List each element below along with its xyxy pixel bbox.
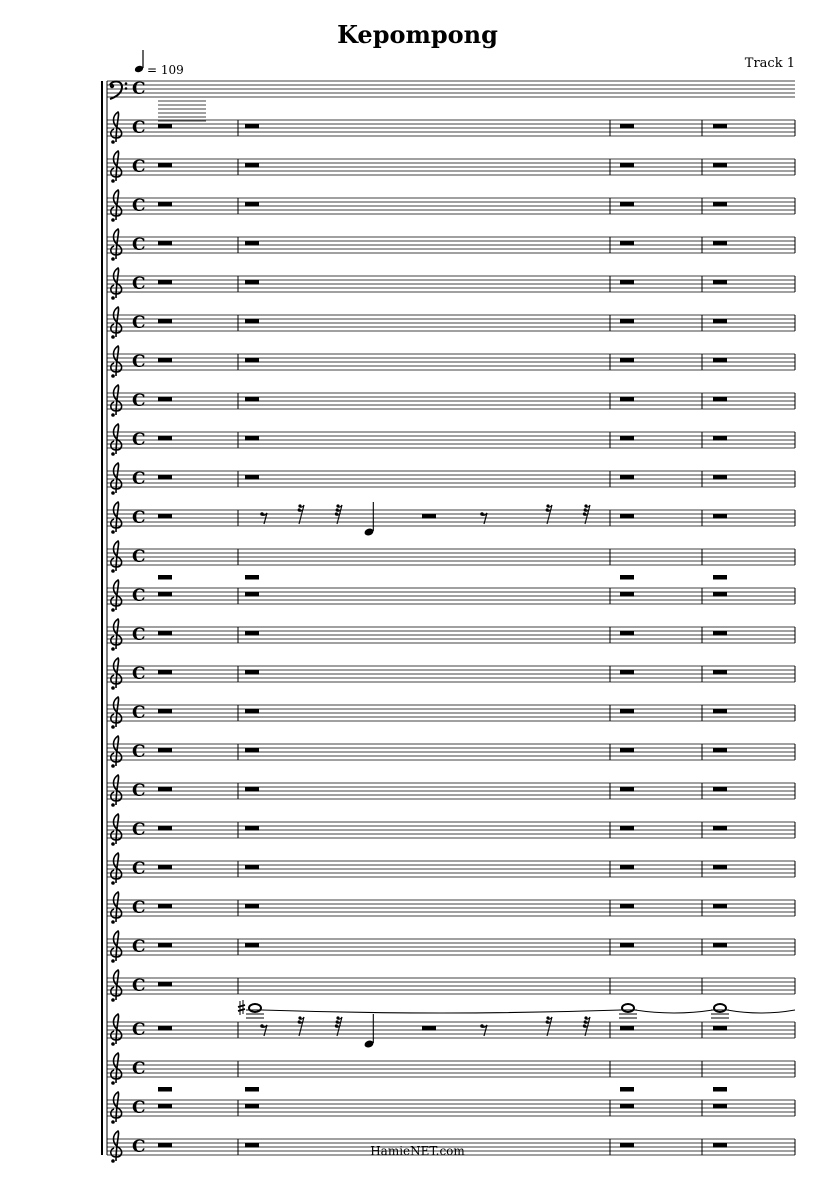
whole-rest [158,397,172,402]
whole-rest [158,514,172,519]
half-rest [422,1026,436,1031]
staff [107,978,795,994]
clef-tail [111,1081,115,1085]
whole-rest [245,397,259,402]
time-signature: C [132,352,146,372]
time-signature: C [132,235,146,255]
note-head [622,1004,634,1012]
rest-stem [547,505,552,524]
staff [107,81,795,97]
whole-rest [620,631,634,636]
whole-rest [620,280,634,285]
whole-rest [158,124,172,129]
whole-rest [713,124,727,129]
whole-rest [158,202,172,207]
time-signature: C [132,781,146,801]
staff [107,783,795,799]
time-signature: C [132,1137,146,1157]
clef-curve [111,424,122,454]
staff [107,900,795,916]
whole-rest [713,358,727,363]
clef-tail [111,920,115,924]
footer-credit: HamieNET.com [370,1144,465,1158]
whole-rest [245,319,259,324]
clef-curve [111,814,122,844]
whole-rest [620,397,634,402]
clef-curve [111,580,122,610]
staff [107,315,795,331]
whole-rest [713,748,727,753]
whole-rest [245,787,259,792]
time-signature: C [132,976,146,996]
whole-rest [245,241,259,246]
whole-rest [620,124,634,129]
staff [107,666,795,682]
staff [107,510,795,526]
whole-rest [620,709,634,714]
whole-rest [245,748,259,753]
clef-tail [111,959,115,963]
staff [107,198,795,214]
clef-tail [111,452,115,456]
whole-rest [713,1026,727,1031]
clef-curve [111,658,122,688]
clef-curve [111,619,122,649]
staff [107,1061,795,1077]
clef-tail [111,1042,115,1046]
staff [107,861,795,877]
whole-rest [713,943,727,948]
whole-rest [158,163,172,168]
clef-curve [111,1092,122,1122]
whole-rest [245,592,259,597]
whole-rest [713,514,727,519]
whole-rest [620,1104,634,1109]
whole-rest [713,826,727,831]
tie [262,1010,621,1013]
whole-rest [620,163,634,168]
whole-rest [620,241,634,246]
whole-rest [620,575,634,580]
whole-rest [245,475,259,480]
clef-tail [111,491,115,495]
whole-rest [713,904,727,909]
whole-rest [245,904,259,909]
whole-rest [158,319,172,324]
tie [635,1010,713,1013]
whole-rest [620,1026,634,1031]
whole-rest [158,475,172,480]
staff [107,471,795,487]
time-signature: C [132,313,146,333]
clef-tail [111,569,115,573]
whole-rest [158,358,172,363]
clef-curve [111,1014,122,1044]
time-signature: C [132,703,146,723]
whole-rest [245,709,259,714]
whole-rest [713,787,727,792]
clef-curve [111,229,122,259]
time-signature: C [132,937,146,957]
whole-rest [158,592,172,597]
staff [107,939,795,955]
bass-clef [110,81,127,99]
time-signature: C [132,664,146,684]
whole-rest [245,670,259,675]
tempo-value: = 109 [147,63,184,77]
time-signature: C [132,391,146,411]
whole-rest [158,709,172,714]
staff [107,393,795,409]
time-signature: C [132,118,146,138]
staff [107,588,795,604]
staff [107,120,795,136]
whole-rest [620,670,634,675]
whole-rest [158,575,172,580]
whole-rest [245,436,259,441]
whole-rest [713,163,727,168]
clef-tail [111,530,115,534]
whole-rest [620,514,634,519]
whole-rest [245,163,259,168]
staff [107,822,795,838]
whole-rest [158,1026,172,1031]
clef-tail [111,296,115,300]
clef-curve [111,502,122,532]
time-signature: C [132,898,146,918]
whole-rest [245,575,259,580]
rest-stem [299,1017,304,1036]
rest-stem [547,1017,552,1036]
staff [107,354,795,370]
whole-rest [245,631,259,636]
staff [107,705,795,721]
clef-curve [111,697,122,727]
whole-note [619,1004,637,1018]
whole-rest [713,592,727,597]
tie [727,1010,795,1013]
whole-rest [620,826,634,831]
clef-curve [111,970,122,1000]
whole-rest [158,826,172,831]
whole-rest [245,1087,259,1092]
whole-rest [158,943,172,948]
clef-curve [111,268,122,298]
time-signature: C [132,1098,146,1118]
clef-dot [110,84,114,88]
time-signature: C [132,274,146,294]
time-signature: C [132,508,146,528]
whole-rest [713,865,727,870]
clef-tail [111,881,115,885]
whole-rest [245,943,259,948]
whole-rest [713,397,727,402]
whole-rest [620,904,634,909]
whole-rest [713,241,727,246]
whole-rest [713,280,727,285]
clef-tail [111,842,115,846]
time-signature: C [132,859,146,879]
whole-rest [713,575,727,580]
staff [107,627,795,643]
rest-stem [299,505,304,524]
whole-rest [620,1087,634,1092]
whole-rest [245,865,259,870]
clef-curve [111,151,122,181]
clef-curve [111,346,122,376]
whole-rest [158,670,172,675]
whole-rest [620,319,634,324]
clef-curve [111,1053,122,1083]
whole-rest [158,904,172,909]
whole-rest [713,319,727,324]
clef-tail [111,803,115,807]
staff [107,1022,795,1038]
time-signature: C [132,469,146,489]
clef-tail [111,1159,115,1163]
clef-tail [111,1120,115,1124]
clef-tail [111,725,115,729]
whole-note [238,1000,264,1018]
quarter-note [364,502,375,537]
whole-rest [158,1087,172,1092]
note-head [249,1004,261,1012]
time-signature: C [132,820,146,840]
clef-curve [111,463,122,493]
sharp-stroke [238,1009,245,1011]
whole-rest [620,748,634,753]
clef-tail [111,608,115,612]
clef-dot [125,82,128,85]
track-label: Track 1 [744,56,795,71]
time-signature: C [132,1059,146,1079]
whole-rest [158,865,172,870]
score-title: Kepompong [337,20,498,49]
clef-tail [111,179,115,183]
clef-tail [111,998,115,1002]
whole-rest [713,709,727,714]
whole-rest [245,280,259,285]
clef-curve [111,736,122,766]
note-head [714,1004,726,1012]
whole-rest [620,475,634,480]
clef-tail [111,374,115,378]
time-signature: C [132,157,146,177]
ledger-lines [158,101,206,121]
staff [107,1100,795,1116]
time-signature: C [132,547,146,567]
time-signature: C [132,79,146,99]
clef-curve [111,190,122,220]
whole-rest [713,475,727,480]
whole-note [711,1004,729,1018]
time-signature: C [132,625,146,645]
time-signature: C [132,430,146,450]
clef-tail [111,140,115,144]
whole-rest [713,670,727,675]
whole-rest [620,592,634,597]
whole-rest [158,982,172,987]
whole-rest [713,1104,727,1109]
time-signature: C [132,586,146,606]
clef-curve [111,385,122,415]
whole-rest [620,202,634,207]
whole-rest [158,436,172,441]
whole-rest [245,124,259,129]
staff [107,276,795,292]
clef-tail [111,647,115,651]
clef-tail [111,218,115,222]
staff [107,432,795,448]
time-signature: C [132,1020,146,1040]
time-signature: C [132,742,146,762]
clef-curve [111,112,122,142]
whole-rest [620,865,634,870]
whole-rest [620,436,634,441]
staff [107,237,795,253]
time-signature: C [132,196,146,216]
whole-rest [713,436,727,441]
whole-rest [245,1104,259,1109]
whole-rest [158,748,172,753]
staff [107,549,795,565]
whole-rest [620,358,634,363]
clef-curve [111,775,122,805]
whole-rest [713,1087,727,1092]
whole-rest [713,631,727,636]
clef-tail [111,764,115,768]
whole-rest [245,826,259,831]
clef-tail [111,686,115,690]
sharp-stroke [238,1005,245,1007]
clef-curve [111,892,122,922]
clef-curve [111,931,122,961]
whole-rest [620,943,634,948]
whole-rest [158,787,172,792]
whole-rest [245,358,259,363]
clef-curve [111,853,122,883]
clef-tail [111,257,115,261]
clef-curve [111,541,122,571]
quarter-note [364,1014,375,1049]
whole-rest [245,202,259,207]
whole-rest [158,241,172,246]
clef-tail [111,335,115,339]
staff [107,159,795,175]
clef-curve [111,307,122,337]
whole-rest [713,202,727,207]
sharp-accidental [238,1000,245,1015]
clef-tail [111,413,115,417]
whole-rest [158,1104,172,1109]
tempo-marking [134,50,184,77]
staff [107,744,795,760]
whole-rest [620,787,634,792]
whole-rest [158,280,172,285]
clef-dot [125,87,128,90]
half-rest [422,514,436,519]
whole-rest [158,631,172,636]
